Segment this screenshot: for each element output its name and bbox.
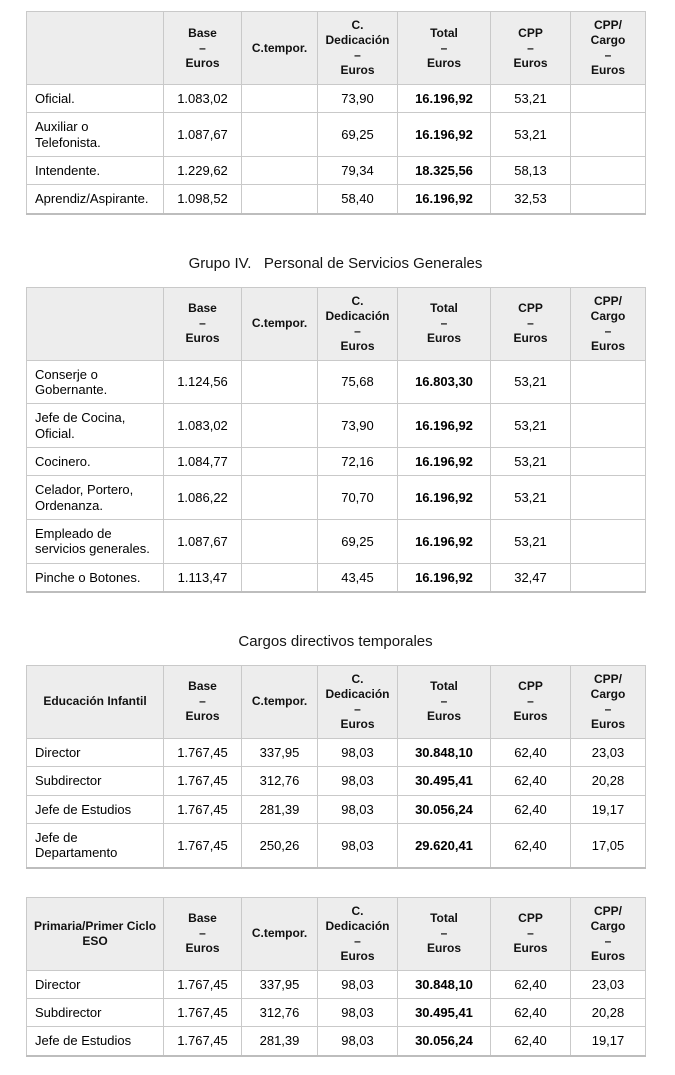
cell-value: 30.495,41: [398, 998, 491, 1026]
cell-value: 1.087,67: [164, 113, 242, 157]
cell-value: 98,03: [318, 738, 398, 766]
salary-table-servicios-generales: [26, 287, 646, 593]
column-header: C. Dedicación – Euros: [318, 897, 398, 970]
row-label: Jefe de Cocina, Oficial.: [27, 404, 164, 448]
column-header: C. Dedicación – Euros: [318, 287, 398, 360]
cell-value: 72,16: [318, 447, 398, 475]
column-header: Base – Euros: [164, 12, 242, 85]
row-label: Director: [27, 738, 164, 766]
cell-value: 23,03: [571, 738, 646, 766]
cell-value: 30.848,10: [398, 738, 491, 766]
cell-value: 312,76: [242, 767, 318, 795]
cell-value: 19,17: [571, 795, 646, 823]
cell-value: 58,13: [491, 156, 571, 184]
cell-value: 1.767,45: [164, 795, 242, 823]
header-row: [27, 665, 646, 738]
table-corner-label: Educación Infantil: [27, 665, 164, 738]
cell-value: [571, 476, 646, 520]
row-label: Director: [27, 970, 164, 998]
table-row: [27, 823, 646, 867]
cell-value: 1.098,52: [164, 185, 242, 214]
cell-value: 30.056,24: [398, 795, 491, 823]
cell-value: 98,03: [318, 1027, 398, 1056]
cell-value: 16.196,92: [398, 185, 491, 214]
column-header: CPP/ Cargo – Euros: [571, 665, 646, 738]
cell-value: 32,53: [491, 185, 571, 214]
row-label: Aprendiz/Aspirante.: [27, 185, 164, 214]
row-label: Conserje o Gobernante.: [27, 360, 164, 404]
cell-value: 1.767,45: [164, 767, 242, 795]
cell-value: 16.196,92: [398, 563, 491, 592]
cell-value: 1.083,02: [164, 85, 242, 113]
table-row: [27, 113, 646, 157]
table-row: [27, 156, 646, 184]
cell-value: 1.767,45: [164, 823, 242, 867]
cell-value: 1.087,67: [164, 519, 242, 563]
cell-value: 62,40: [491, 823, 571, 867]
cell-value: 281,39: [242, 795, 318, 823]
column-header: C.tempor.: [242, 897, 318, 970]
cell-value: 58,40: [318, 185, 398, 214]
column-header: CPP/ Cargo – Euros: [571, 897, 646, 970]
salary-table-primaria-eso: [26, 897, 646, 1057]
cell-value: 30.056,24: [398, 1027, 491, 1056]
column-header: CPP/ Cargo – Euros: [571, 12, 646, 85]
table-corner-label: Primaria/Primer Ciclo ESO: [27, 897, 164, 970]
cell-value: 53,21: [491, 519, 571, 563]
table-row: [27, 795, 646, 823]
table-row: [27, 447, 646, 475]
cell-value: [242, 476, 318, 520]
table-row: [27, 404, 646, 448]
cell-value: 53,21: [491, 113, 571, 157]
cell-value: 53,21: [491, 85, 571, 113]
cell-value: 281,39: [242, 1027, 318, 1056]
cell-value: [571, 113, 646, 157]
column-header: Total – Euros: [398, 897, 491, 970]
cell-value: 16.196,92: [398, 85, 491, 113]
cell-value: [571, 156, 646, 184]
column-header: Base – Euros: [164, 287, 242, 360]
row-label: Celador, Portero, Ordenanza.: [27, 476, 164, 520]
table-row: [27, 185, 646, 214]
cell-value: 29.620,41: [398, 823, 491, 867]
cell-value: 98,03: [318, 970, 398, 998]
column-header: CPP – Euros: [491, 665, 571, 738]
cell-value: 337,95: [242, 738, 318, 766]
cell-value: 1.767,45: [164, 970, 242, 998]
cell-value: 19,17: [571, 1027, 646, 1056]
section-title-grupo-iv: Grupo IV. Personal de Servicios Generales: [188, 254, 483, 272]
cell-value: 98,03: [318, 767, 398, 795]
cell-value: [242, 113, 318, 157]
cell-value: 1.124,56: [164, 360, 242, 404]
cell-value: 337,95: [242, 970, 318, 998]
column-header: CPP – Euros: [491, 897, 571, 970]
header-row: [27, 897, 646, 970]
table-row: [27, 85, 646, 113]
table-row: [27, 519, 646, 563]
column-header: C. Dedicación – Euros: [318, 12, 398, 85]
cell-value: [571, 447, 646, 475]
cell-value: 69,25: [318, 113, 398, 157]
column-header: Total – Euros: [398, 665, 491, 738]
row-label: Empleado de servicios generales.: [27, 519, 164, 563]
row-label: Jefe de Estudios: [27, 1027, 164, 1056]
column-header: Total – Euros: [398, 12, 491, 85]
cell-value: 1.229,62: [164, 156, 242, 184]
column-header: Base – Euros: [164, 897, 242, 970]
cell-value: 1.767,45: [164, 738, 242, 766]
cell-value: 73,90: [318, 404, 398, 448]
cell-value: 16.803,30: [398, 360, 491, 404]
row-label: Auxiliar o Telefonista.: [27, 113, 164, 157]
table-row: [27, 970, 646, 998]
cell-value: 1.767,45: [164, 998, 242, 1026]
cell-value: [571, 563, 646, 592]
cell-value: 1.086,22: [164, 476, 242, 520]
cell-value: 20,28: [571, 998, 646, 1026]
section-title-cargos-directivos: Cargos directivos temporales: [238, 632, 433, 650]
cell-value: [242, 156, 318, 184]
table-row: [27, 1027, 646, 1056]
salary-table-educacion-infantil: [26, 665, 646, 869]
cell-value: 98,03: [318, 795, 398, 823]
header-row: [27, 287, 646, 360]
row-label: Pinche o Botones.: [27, 563, 164, 592]
cell-value: 312,76: [242, 998, 318, 1026]
cell-value: 62,40: [491, 795, 571, 823]
table-row: [27, 476, 646, 520]
row-label: Intendente.: [27, 156, 164, 184]
cell-value: [242, 185, 318, 214]
cell-value: 70,70: [318, 476, 398, 520]
column-header: C.tempor.: [242, 287, 318, 360]
cell-value: [571, 404, 646, 448]
cell-value: 73,90: [318, 85, 398, 113]
column-header: CPP – Euros: [491, 287, 571, 360]
cell-value: [571, 185, 646, 214]
cell-value: 62,40: [491, 1027, 571, 1056]
row-label: Subdirector: [27, 767, 164, 795]
table-corner-label: [27, 12, 164, 85]
cell-value: 20,28: [571, 767, 646, 795]
cell-value: 79,34: [318, 156, 398, 184]
cell-value: 53,21: [491, 447, 571, 475]
cell-value: [571, 360, 646, 404]
row-label: Subdirector: [27, 998, 164, 1026]
cell-value: 62,40: [491, 738, 571, 766]
cell-value: 16.196,92: [398, 113, 491, 157]
cell-value: 62,40: [491, 767, 571, 795]
table-row: [27, 767, 646, 795]
row-label: Jefe de Departamento: [27, 823, 164, 867]
cell-value: 30.848,10: [398, 970, 491, 998]
cell-value: 250,26: [242, 823, 318, 867]
cell-value: 32,47: [491, 563, 571, 592]
row-label: Jefe de Estudios: [27, 795, 164, 823]
cell-value: 53,21: [491, 476, 571, 520]
cell-value: [571, 85, 646, 113]
cell-value: 30.495,41: [398, 767, 491, 795]
cell-value: 16.196,92: [398, 447, 491, 475]
column-header: CPP – Euros: [491, 12, 571, 85]
cell-value: [242, 447, 318, 475]
column-header: C.tempor.: [242, 12, 318, 85]
column-header: Base – Euros: [164, 665, 242, 738]
table-corner-label: [27, 287, 164, 360]
salary-table-grupo-previo: [26, 11, 646, 215]
cell-value: 1.113,47: [164, 563, 242, 592]
cell-value: 17,05: [571, 823, 646, 867]
cell-value: [242, 85, 318, 113]
column-header: Total – Euros: [398, 287, 491, 360]
table-row: [27, 360, 646, 404]
cell-value: 16.196,92: [398, 404, 491, 448]
cell-value: 98,03: [318, 823, 398, 867]
cell-value: 53,21: [491, 404, 571, 448]
header-row: [27, 12, 646, 85]
row-label: Oficial.: [27, 85, 164, 113]
cell-value: 53,21: [491, 360, 571, 404]
cell-value: [242, 404, 318, 448]
cell-value: 1.767,45: [164, 1027, 242, 1056]
row-label: Cocinero.: [27, 447, 164, 475]
cell-value: 69,25: [318, 519, 398, 563]
cell-value: 16.196,92: [398, 476, 491, 520]
table-row: [27, 998, 646, 1026]
cell-value: [571, 519, 646, 563]
cell-value: 1.083,02: [164, 404, 242, 448]
cell-value: 75,68: [318, 360, 398, 404]
cell-value: 62,40: [491, 998, 571, 1026]
cell-value: 23,03: [571, 970, 646, 998]
cell-value: [242, 519, 318, 563]
cell-value: 62,40: [491, 970, 571, 998]
column-header: C.tempor.: [242, 665, 318, 738]
cell-value: [242, 360, 318, 404]
column-header: C. Dedicación – Euros: [318, 665, 398, 738]
column-header: CPP/ Cargo – Euros: [571, 287, 646, 360]
cell-value: 1.084,77: [164, 447, 242, 475]
table-row: [27, 738, 646, 766]
cell-value: 98,03: [318, 998, 398, 1026]
table-row: [27, 563, 646, 592]
cell-value: 16.196,92: [398, 519, 491, 563]
cell-value: 43,45: [318, 563, 398, 592]
spacer: [26, 869, 645, 897]
cell-value: 18.325,56: [398, 156, 491, 184]
cell-value: [242, 563, 318, 592]
